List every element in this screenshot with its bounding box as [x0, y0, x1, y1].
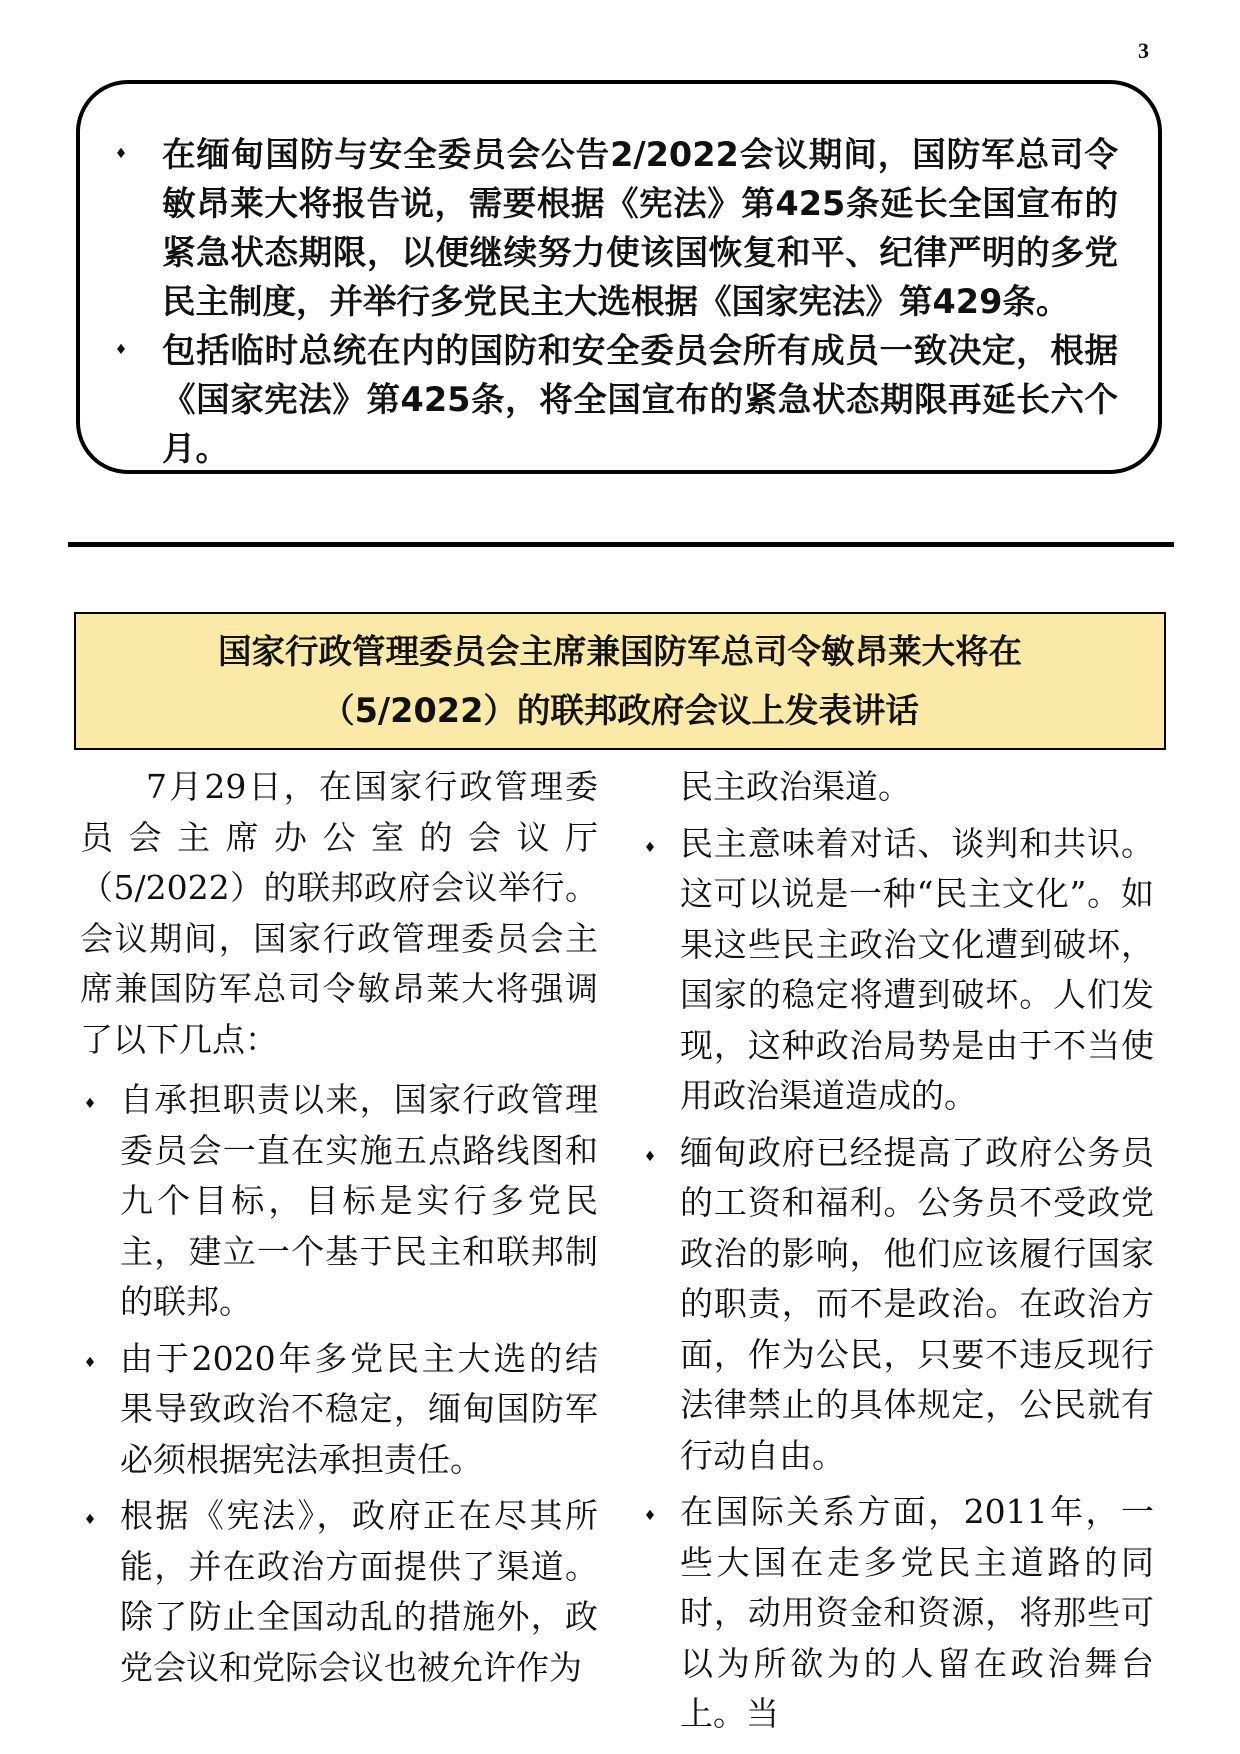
list-item — [640, 1487, 1154, 1740]
left-column — [80, 762, 598, 1699]
diamond-bullet-icon: ♦ — [114, 342, 128, 358]
diamond-bullet-icon: ♦ — [643, 1508, 657, 1524]
diamond-bullet-icon: ♦ — [643, 839, 657, 856]
summary-item-text: 包括临时总统在内的国防和安全委员会所有成员一致决定，根据《国家宪法》第425条，将全国宣布的紧急状态期限再延长六个月。 — [162, 331, 1118, 468]
article-title-line-2: （5/2022）的联邦政府会议上发表讲话 — [321, 691, 919, 730]
list-item-text: 根据《宪法》，政府正在尽其所能，并在政治方面提供了渠道。除了防止全国动乱的措施外，政党会议和党际会议也被允许作为 — [120, 1496, 598, 1687]
diamond-bullet-icon: ♦ — [83, 1354, 97, 1371]
list-item-text: 自承担职责以来，国家行政管理委员会一直在实施五点路线图和九个目标，目标是实行多党民主，建立一个基于民主和联邦制的联邦。 — [120, 1080, 598, 1321]
left-bullet-list — [80, 1075, 598, 1693]
summary-box — [76, 80, 1162, 474]
page-number: 3 — [1138, 38, 1149, 63]
list-item — [80, 1075, 598, 1328]
summary-item — [106, 130, 1118, 326]
list-item-text: 在国际关系方面，2011年，一些大国在走多党民主道路的同时，动用资金和资源，将那些可以为所欲为的人留在政治舞台上。当 — [680, 1492, 1154, 1733]
list-item — [80, 1491, 598, 1693]
summary-item-text: 在缅甸国防与安全委员会公告2/2022会议期间，国防军总司令敏昂莱大将报告说，需要根据《宪法》第425条延长全国宣布的紧急状态期限，以便继续努力使该国恢复和平、纪律严明的多党民主制度，并举行多党民主大选根据《国家宪法》第429条。 — [162, 135, 1118, 321]
right-column — [640, 762, 1154, 1746]
article-title-line-1: 国家行政管理委员会主席兼国防军总司令敏昂莱大将在 — [218, 632, 1022, 671]
diamond-bullet-icon: ♦ — [643, 1148, 657, 1165]
diamond-bullet-icon: ♦ — [83, 1096, 97, 1112]
list-item — [640, 1128, 1154, 1482]
list-item — [640, 819, 1154, 1122]
list-item-text: 民主意味着对话、谈判和共识。这可以说是一种“民主文化”。如果这些民主政治文化遭到破坏，国家的稳定将遭到破坏。人们发现，这种政治局势是由于不当使用政治渠道造成的。 — [680, 823, 1154, 1115]
intro-paragraph: 7月29日，在国家行政管理委员会主席办公室的会议厅（5/2022）的联邦政府会议举行。会议期间，国家行政管理委员会主席兼国防军总司令敏昂莱大将强调了以下几点： — [80, 767, 598, 1059]
list-item-continuation — [640, 762, 1154, 813]
list-item-text: 民主政治渠道。 — [680, 767, 911, 806]
article-title-banner — [74, 612, 1166, 750]
right-bullet-list — [640, 762, 1154, 1740]
section-divider — [68, 542, 1174, 547]
list-item-text: 缅甸政府已经提高了政府公务员的工资和福利。公务员不受政党政治的影响，他们应该履行国家的职责，而不是政治。在政治方面，作为公民，只要不违反现行法律禁止的具体规定，公民就有行动自由。 — [680, 1132, 1154, 1475]
summary-item — [106, 326, 1118, 473]
diamond-bullet-icon: ♦ — [83, 1512, 97, 1528]
summary-list — [106, 130, 1118, 473]
list-item — [80, 1334, 598, 1486]
diamond-bullet-icon: ♦ — [114, 146, 128, 162]
list-item-text: 由于2020年多党民主大选的结果导致政治不稳定，缅甸国防军必须根据宪法承担责任。 — [120, 1338, 598, 1479]
